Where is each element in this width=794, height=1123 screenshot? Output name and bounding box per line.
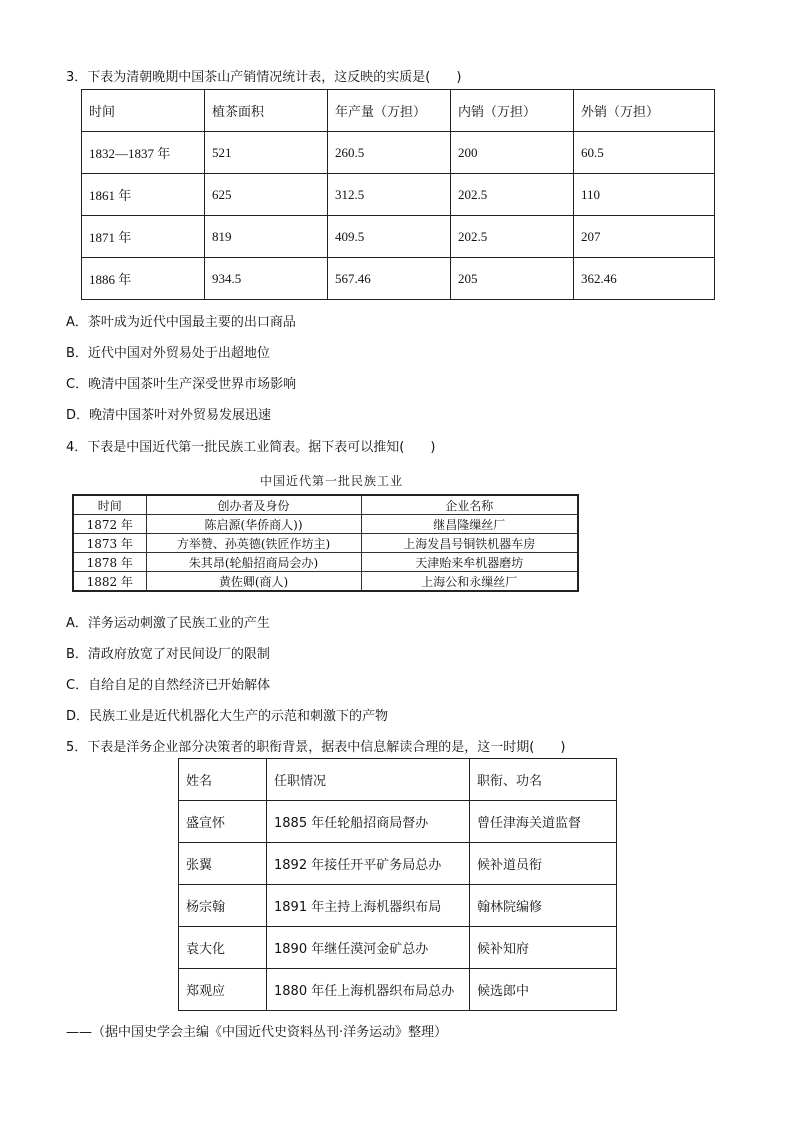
table-cell: 521 — [205, 132, 328, 174]
table-row — [82, 132, 715, 174]
table-row — [179, 927, 617, 969]
table-cell: 袁大化 — [179, 927, 267, 969]
source-citation: ——（据中国史学会主编《中国近代史资料丛刊·洋务运动》整理） — [66, 1025, 448, 1040]
tea-production-table — [81, 89, 715, 300]
table-cell: 1891 年主持上海机器织布局 — [267, 885, 470, 927]
table-cell: 1873 年 — [73, 534, 146, 553]
question-4-option-b: B．清政府放宽了对民间设厂的限制 — [66, 647, 270, 662]
table-header-row — [73, 495, 578, 515]
table-row — [73, 553, 578, 572]
table-cell: 陈启源(华侨商人)) — [146, 515, 361, 534]
header-cell: 内销（万担） — [451, 90, 574, 132]
table-row — [179, 843, 617, 885]
table-cell: 1890 年继任漠河金矿总办 — [267, 927, 470, 969]
table-cell: 候补道员衔 — [470, 843, 617, 885]
table-cell: 郑观应 — [179, 969, 267, 1011]
table-row — [82, 174, 715, 216]
header-cell: 年产量（万担） — [328, 90, 451, 132]
table-row — [179, 885, 617, 927]
table-cell: 260.5 — [328, 132, 451, 174]
question-3-stem: 3．下表为清朝晚期中国茶山产销情况统计表，这反映的实质是( ) — [66, 70, 462, 85]
table-cell: 候选郎中 — [470, 969, 617, 1011]
table-cell: 625 — [205, 174, 328, 216]
table-cell: 黄佐卿(商人) — [146, 572, 361, 592]
table-header-row — [179, 759, 617, 801]
table-cell: 1882 年 — [73, 572, 146, 592]
national-industry-table — [72, 494, 579, 592]
table-cell: 362.46 — [574, 258, 715, 300]
question-3-option-a: A．茶叶成为近代中国最主要的出口商品 — [66, 315, 296, 330]
table-row — [82, 216, 715, 258]
header-cell: 植茶面积 — [205, 90, 328, 132]
header-cell: 时间 — [73, 495, 146, 515]
table-header-row — [82, 90, 715, 132]
table-cell: 曾任津海关道监督 — [470, 801, 617, 843]
table-cell: 409.5 — [328, 216, 451, 258]
table-cell: 翰林院编修 — [470, 885, 617, 927]
table-cell: 1871 年 — [82, 216, 205, 258]
header-cell: 任职情况 — [267, 759, 470, 801]
table-cell: 1886 年 — [82, 258, 205, 300]
question-4-stem: 4．下表是中国近代第一批民族工业简表。据下表可以推知( ) — [66, 440, 436, 455]
table-cell: 819 — [205, 216, 328, 258]
table-cell: 候补知府 — [470, 927, 617, 969]
table-cell: 202.5 — [451, 216, 574, 258]
question-4-option-d: D．民族工业是近代机器化大生产的示范和刺激下的产物 — [66, 709, 389, 724]
table-cell: 312.5 — [328, 174, 451, 216]
question-3-option-c: C．晚清中国茶叶生产深受世界市场影响 — [66, 377, 297, 392]
table-cell: 1885 年任轮船招商局督办 — [267, 801, 470, 843]
question-5-stem: 5．下表是洋务企业部分决策者的职衔背景，据表中信息解读合理的是，这一时期( ) — [66, 740, 566, 755]
question-4-option-c: C．自给自足的自然经济已开始解体 — [66, 678, 271, 693]
table-cell: 继昌隆缫丝厂 — [361, 515, 578, 534]
table-cell: 天津贻来牟机器磨坊 — [361, 553, 578, 572]
table-cell: 1880 年任上海机器织布局总办 — [267, 969, 470, 1011]
table-cell: 60.5 — [574, 132, 715, 174]
table-cell: 朱其昂(轮船招商局会办) — [146, 553, 361, 572]
table-cell: 200 — [451, 132, 574, 174]
table-row — [73, 572, 578, 592]
table-cell: 207 — [574, 216, 715, 258]
header-cell: 时间 — [82, 90, 205, 132]
table-cell: 1861 年 — [82, 174, 205, 216]
question-3-option-d: D．晚清中国茶叶对外贸易发展迅速 — [66, 408, 272, 423]
table-cell: 张翼 — [179, 843, 267, 885]
table-cell: 205 — [451, 258, 574, 300]
table-cell: 1892 年接任开平矿务局总办 — [267, 843, 470, 885]
table-row — [179, 801, 617, 843]
table-cell: 202.5 — [451, 174, 574, 216]
table-cell: 上海公和永缫丝厂 — [361, 572, 578, 592]
question-3-option-b: B．近代中国对外贸易处于出超地位 — [66, 346, 270, 361]
header-cell: 企业名称 — [361, 495, 578, 515]
table-cell: 567.46 — [328, 258, 451, 300]
question-4-option-a: A．洋务运动刺激了民族工业的产生 — [66, 616, 270, 631]
table-cell: 1872 年 — [73, 515, 146, 534]
table-cell: 上海发昌号铜铁机器车房 — [361, 534, 578, 553]
table-row — [82, 258, 715, 300]
table-cell: 杨宗翰 — [179, 885, 267, 927]
header-cell: 创办者及身份 — [146, 495, 361, 515]
official-background-table — [178, 758, 617, 1011]
table-row — [179, 969, 617, 1011]
table-cell: 盛宣怀 — [179, 801, 267, 843]
header-cell: 姓名 — [179, 759, 267, 801]
table-row — [73, 515, 578, 534]
table-cell: 934.5 — [205, 258, 328, 300]
table-cell: 1832—1837 年 — [82, 132, 205, 174]
header-cell: 职衔、功名 — [470, 759, 617, 801]
table-cell: 1878 年 — [73, 553, 146, 572]
header-cell: 外销（万担） — [574, 90, 715, 132]
table-title: 中国近代第一批民族工业 — [260, 474, 404, 488]
table-cell: 110 — [574, 174, 715, 216]
table-row — [73, 534, 578, 553]
table-cell: 方举赞、孙英德(铁匠作坊主) — [146, 534, 361, 553]
